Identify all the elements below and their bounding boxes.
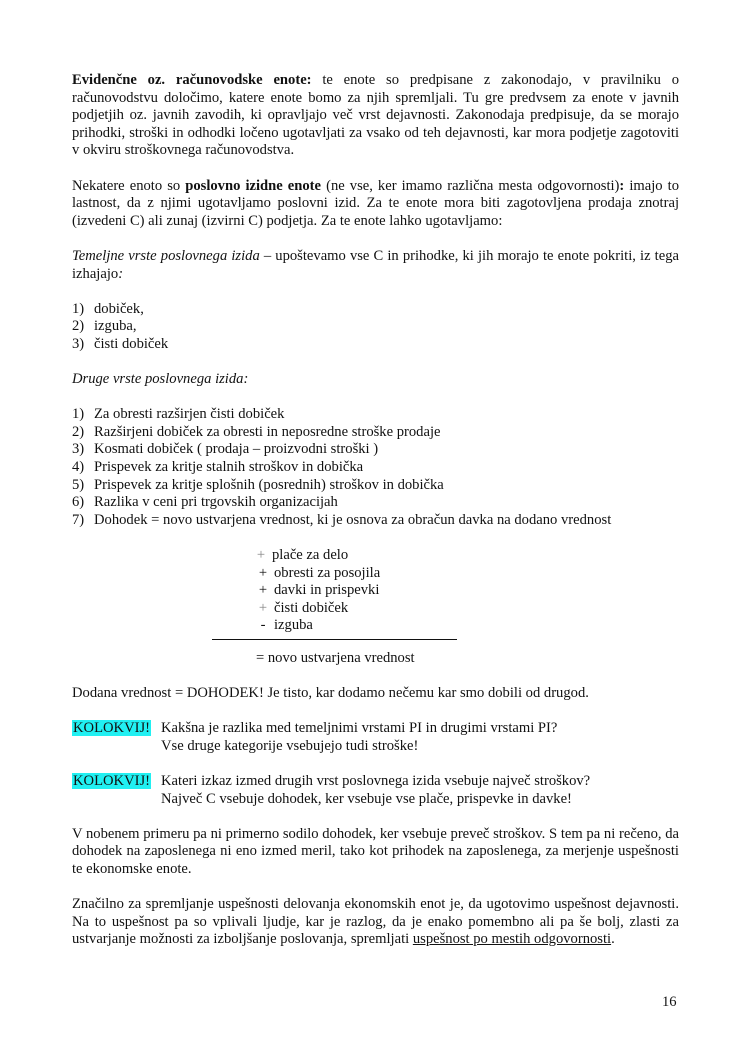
list-item: 4) Prispevek za kritje stalnih stroškov in dobička xyxy=(72,459,364,476)
formula-row: + davki in prispevki xyxy=(258,582,380,599)
list-item: 1) dobiček, xyxy=(72,300,144,317)
kolokvij-answer: Vse druge kategorije vsebujejo tudi stroške! xyxy=(161,737,419,754)
list-item: 6) Razlika v ceni pri trgovskih organizacijah xyxy=(72,494,338,511)
formula-row: + obresti za posojila xyxy=(258,564,381,581)
bold-term: poslovno izidne enote xyxy=(185,177,322,194)
formula-row: + plače za delo xyxy=(256,547,349,564)
kolokvij-highlight: KOLOKVIJ! xyxy=(73,720,151,737)
kolokvij-block xyxy=(72,720,679,755)
list-item: 3) Kosmati dobiček ( prodaja – proizvodni stroški ) xyxy=(72,441,379,458)
list-item: 1) Za obresti razširjen čisti dobiček xyxy=(72,406,285,423)
bold-lead: Evidenčne oz. računovodske enote: xyxy=(72,72,312,88)
paragraph-evidencne-enote: Evidenčne oz. računovodske enote: te enote so predpisane z zakonodajo, v pravilniku o računovodstvu določimo, katere enote bomo za njih spremljali. Tu gre predvsem za enote v javnih podjetjih oz. javnih zavodih, ki opravljajo več vrst dejavnosti. Zakonodaja predpisuje, da se morajo prihodki, stroški in odhodki ločeno ugotavljati za vsako od teh dejavnosti, kar mora podjetje zagotoviti v okviru stroškovnega računovodstva. xyxy=(72,72,679,159)
added-value-statement: Dodana vrednost = DOHODEK! Je tisto, kar dodamo nečemu kar smo dobili od drugod. xyxy=(72,685,589,702)
kolokvij-question: Kateri izkaz izmed drugih vrst poslovnega izida vsebuje največ stroškov? xyxy=(161,773,591,789)
other-results-list xyxy=(72,406,679,529)
list-item: 5) Prispevek za kritje splošnih (posrednih) stroškov in dobička xyxy=(72,476,444,493)
kolokvij-block xyxy=(72,773,679,808)
sum-line xyxy=(212,639,457,640)
page-number: 16 xyxy=(662,994,677,1010)
formula-row: - izguba xyxy=(260,617,313,634)
list-item: 3) čisti dobiček xyxy=(72,335,169,352)
document-page xyxy=(72,72,679,949)
paragraph-temeljne-vrste: Temeljne vrste poslovnega izida – upoštevamo vse C in prihodke, ki jih morajo te enote pokriti, iz tega izhajajo: xyxy=(72,247,679,282)
kolokvij-highlight: KOLOKVIJ! xyxy=(73,773,151,789)
italic-term: Temeljne vrste poslovnega izida xyxy=(72,247,260,264)
list-item: 7) Dohodek = novo ustvarjena vrednost, ki je osnova za obračun davka na dodano vrednost xyxy=(72,511,612,528)
kolokvij-answer: Največ C vsebuje dohodek, ker vsebuje vse plače, prispevke in davke! xyxy=(161,790,572,807)
paragraph-poslovno-izidne: Nekatere enoto so poslovno izidne enote (ne vse, ker imamo različna mesta odgovornosti): imajo to lastnost, da z njimi ugotavljamo poslovni izid. Za te enote mora biti zagotovljena prodaja znotraj (izvedeni C) ali zunaj (izvirni C) podjetja. Za te enote lahko ugotavljamo: xyxy=(72,177,679,229)
other-results-heading: Druge vrste poslovnega izida: xyxy=(72,371,249,388)
underlined-term: uspešnost po mestih odgovornosti xyxy=(412,931,612,948)
formula-result: = novo ustvarjena vrednost xyxy=(256,650,415,667)
value-added-formula xyxy=(72,547,679,671)
basic-results-list xyxy=(72,301,679,354)
formula-row: + čisti dobiček xyxy=(258,599,349,616)
list-item: 2) izguba, xyxy=(72,318,137,335)
kolokvij-question: Kakšna je razlika med temeljnimi vrstami PI in drugimi vrstami PI? xyxy=(161,720,558,737)
list-item: 2) Razširjeni dobiček za obresti in neposredne stroške prodaje xyxy=(72,423,441,440)
paragraph-uspesnost: Značilno za spremljanje uspešnosti delovanja ekonomskih enot je, da ugotovimo uspešnost dejavnosti. Na to uspešnost pa so vplivali ljudje, kar je razlog, da je enako pomembno ali pa še bolj, zlasti za ustvarjanje možnosti za izboljšanje poslovanja, spremljati uspešnost po mestih odgovornosti. xyxy=(72,896,679,948)
paragraph-dohodek-merilo: V nobenem primeru pa ni primerno sodilo dohodek, ker vsebuje preveč stroškov. S tem pa ni rečeno, da dohodek na zaposlenega ni eno izmed meril, tako kot prihodek na zaposlenega, za merjenje uspešnosti te ekonomske enote. xyxy=(72,825,679,877)
